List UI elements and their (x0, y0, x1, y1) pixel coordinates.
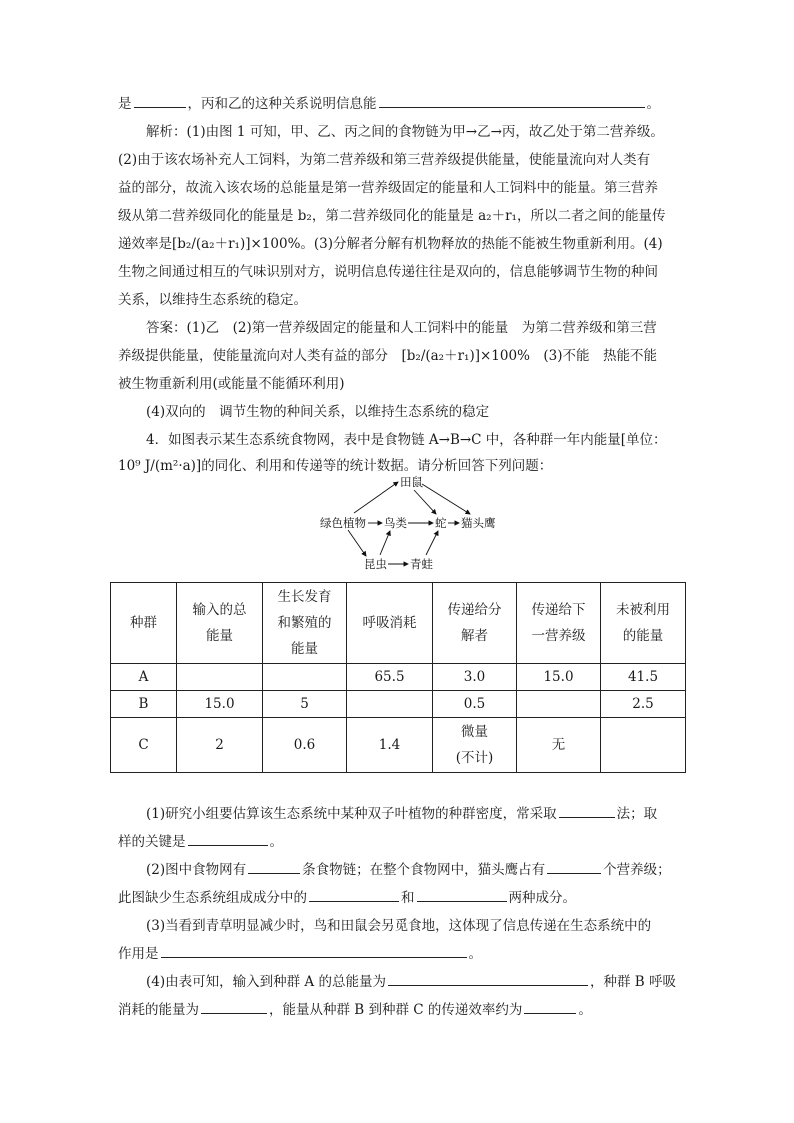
cell: A (111, 664, 177, 691)
subquestion-2-line: (2)图中食物网有 条食物链；在整个食物网中，猫头鹰占有 个营养级； (146, 856, 684, 884)
cell: C (111, 718, 177, 773)
node-owl: 猫头鹰 (461, 516, 496, 530)
answer-blank[interactable] (201, 997, 267, 1014)
cell (601, 718, 686, 773)
analysis-line: 关系，以维持生态系统的稳定。 (118, 292, 307, 308)
subquestion-4-line: 消耗的能量为 ，能量从种群 B 到种群 C 的传递效率约为 。 (118, 996, 684, 1024)
header-unused: 未被利用 的能量 (601, 583, 686, 664)
cell: 2 (177, 718, 263, 773)
answer-line: 养级提供能量，使能量流向对人类有益的部分 [b₂/(a₂＋r₁)]×100% (3)不能 热能不能 (118, 348, 658, 364)
answer-blank[interactable] (547, 857, 601, 874)
table-header-row (111, 583, 686, 664)
answer-blank[interactable] (379, 91, 645, 108)
answer-blank[interactable] (161, 941, 467, 958)
cell: 3.0 (433, 664, 517, 691)
cell (263, 664, 347, 691)
cell: 0.6 (263, 718, 347, 773)
subquestion-1-line: (1)研究小组要估算该生态系统中某种双子叶植物的种群密度，常采取 法；取 (146, 800, 684, 828)
cell: 15.0 (177, 691, 263, 718)
question-stem-line: 10⁹ J/(m²·a)]的同化、利用和传递等的统计数据。请分析回答下列问题： (118, 458, 553, 474)
header-population: 种群 (111, 583, 177, 664)
table-row (111, 718, 686, 773)
answer-line: (4)双向的 调节生物的种间关系，以维持生态系统的稳定 (146, 404, 490, 420)
answer-blank[interactable] (388, 969, 588, 986)
table-row (111, 664, 686, 691)
header-respiration: 呼吸消耗 (347, 583, 433, 664)
food-web-diagram (318, 470, 508, 574)
cell: 15.0 (517, 664, 601, 691)
cell: 1.4 (347, 718, 433, 773)
subquestion-2-line: 此图缺少生态系统组成成分中的 和 两种成分。 (118, 884, 684, 912)
node-bird: 鸟类 (384, 516, 407, 530)
arrow-plant-insect (348, 530, 366, 556)
cell (517, 691, 601, 718)
analysis-line: 生物之间通过相互的气味识别对方，说明信息传递往往是双向的，信息能够调节生物的种间 (118, 264, 658, 280)
node-frog: 青蛙 (410, 557, 433, 571)
analysis-line: 益的部分，故流入该农场的总能量是第一营养级固定的能量和人工饲料中的能量。第三营养 (118, 180, 658, 196)
cell (177, 664, 263, 691)
cell: 65.5 (347, 664, 433, 691)
arrow-mouse-owl (422, 484, 470, 514)
cell (347, 691, 433, 718)
energy-table (110, 582, 686, 773)
answer-blank[interactable] (248, 857, 300, 874)
cell-decomposer-trace: 微量 (不计) (433, 718, 517, 773)
header-total-input: 输入的总 能量 (177, 583, 263, 664)
node-green-plant: 绿色植物 (320, 516, 366, 530)
answer-blank[interactable] (524, 997, 576, 1014)
cell: B (111, 691, 177, 718)
analysis-line: 级从第二营养级同化的能量是 b₂，第二营养级同化的能量是 a₂＋r₁，所以二者之间的能量传 (118, 208, 666, 224)
cell: 0.5 (433, 691, 517, 718)
question-stem-line: 4．如图表示某生态系统食物网，表中是食物链 A→B→C 中，各种群一年内能量[单位： (146, 432, 667, 448)
analysis-line: 递效率是[b₂/(a₂＋r₁)]×100%。(3)分解者分解有机物释放的热能不能被生物重新利用。(4) (118, 236, 663, 252)
arrow-insect-bird (380, 531, 390, 555)
cell: 2.5 (601, 691, 686, 718)
answer-line: 被生物重新利用(或能量不能循环利用) (118, 376, 345, 392)
header-to-next-level: 传递给下 一营养级 (517, 583, 601, 664)
text: 是 (118, 96, 132, 112)
analysis-line: (2)由于该农场补充人工饲料，为第二营养级和第三营养级提供能量，使能量流向对人类有 (118, 152, 651, 168)
cell: 无 (517, 718, 601, 773)
subquestion-3-line: 作用是 。 (118, 940, 684, 968)
cell: 41.5 (601, 664, 686, 691)
cell: 5 (263, 691, 347, 718)
answer-blank[interactable] (417, 885, 507, 902)
text: ，丙和乙的这种关系说明信息能 (187, 96, 377, 112)
answer-line: 答案：(1)乙 (2)第一营养级固定的能量和人工饲料中的能量 为第二营养级和第三营 (146, 320, 657, 336)
subquestion-3-line: (3)当看到青草明显减少时，鸟和田鼠会另觅食地，这体现了信息传递在生态系统中的 (146, 918, 652, 934)
analysis-line: 解析：(1)由图 1 可知，甲、乙、丙之间的食物链为甲→乙→丙，故乙处于第二营养级。 (146, 124, 664, 140)
prev-question-line (118, 90, 684, 118)
answer-blank[interactable] (134, 91, 186, 108)
subquestion-4-line: (4)由表可知，输入到种群 A 的总能量为 ，种群 B 呼吸 (146, 968, 684, 996)
answer-blank[interactable] (188, 829, 268, 846)
header-to-decomposers: 传递给分 解者 (433, 583, 517, 664)
node-snake: 蛇 (435, 516, 447, 530)
node-field-mouse: 田鼠 (400, 475, 423, 489)
header-growth-reproduction: 生长发育 和繁殖的 能量 (263, 583, 347, 664)
table-row (111, 691, 686, 718)
arrow-plant-mouse (354, 482, 398, 513)
arrow-frog-snake (426, 531, 438, 555)
arrow-mouse-snake (414, 490, 436, 514)
answer-blank[interactable] (309, 885, 399, 902)
answer-blank[interactable] (559, 801, 615, 818)
subquestion-1-line: 样的关键是 。 (118, 828, 684, 856)
text: 。 (646, 96, 660, 112)
node-insect: 昆虫 (364, 557, 387, 571)
